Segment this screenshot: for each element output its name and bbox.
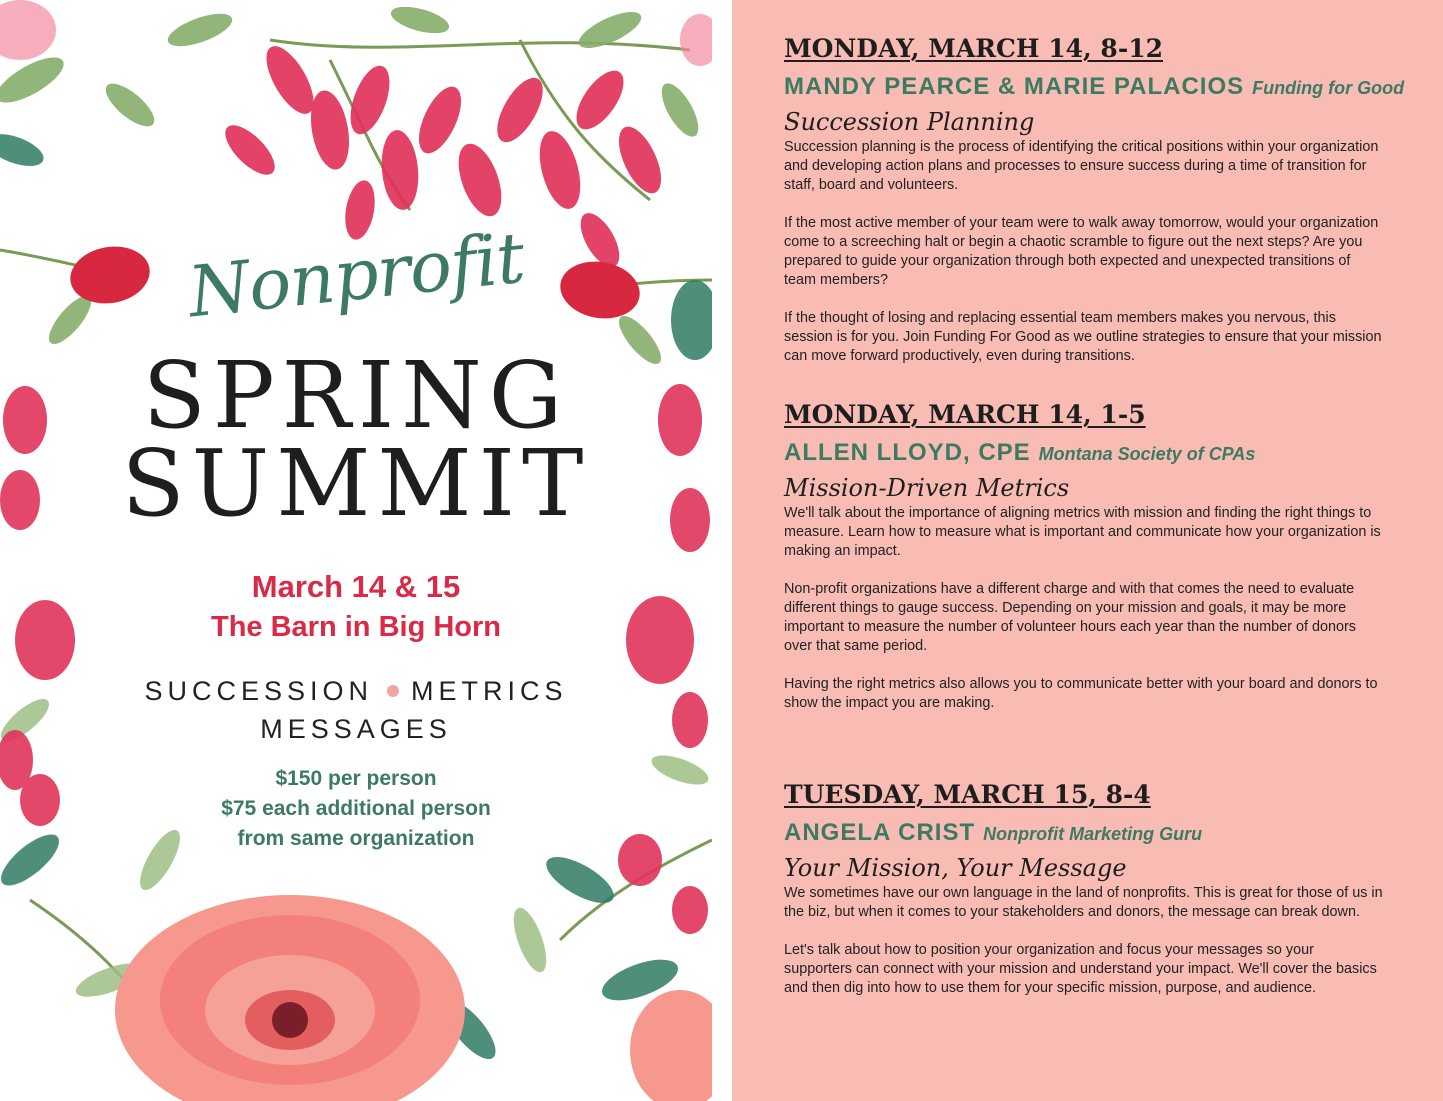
- paragraph: If the most active member of your team were to walk away tomorrow, would your organization come to a screeching halt or begin a chaotic scramble to figure out the next steps? Are you prepared to guide your organization through both expected and unexpected transitions of team members?: [784, 215, 1379, 288]
- title-summit: SUMMIT: [121, 430, 591, 537]
- session-title: Mission-Driven Metrics: [784, 474, 1070, 502]
- session-date: MONDAY, MARCH 14, 8-12: [784, 34, 1163, 63]
- session-title: Succession Planning: [784, 108, 1035, 136]
- paragraph: We sometimes have our own language in the land of nonprofits. This is great for those of us in the biz, but when it comes to your stakeholders and donors, the message can break down.: [784, 885, 1383, 920]
- flyer-title-block: [0, 216, 712, 854]
- event-dates: March 14 & 15: [251, 569, 461, 604]
- speaker-line: [784, 436, 1384, 472]
- speaker-line: [784, 816, 1384, 852]
- paragraph: Let's talk about how to position your organization and focus your messages so your supporters can connect with your mission and understand your impact. We'll cover the basics and then dig into how to use them for your specific mission, purpose, and audience.: [784, 942, 1377, 996]
- session-description: [784, 884, 1384, 998]
- topic-succession: SUCCESSION: [144, 676, 374, 706]
- session-2: [784, 398, 1384, 732]
- session-1: [784, 32, 1405, 385]
- topic-messages: MESSAGES: [260, 714, 452, 744]
- price-additional: $75 each additional person: [221, 797, 491, 820]
- speaker-line: [784, 70, 1405, 106]
- session-schedule: [732, 0, 1443, 1101]
- session-description: [784, 504, 1384, 713]
- event-venue: The Barn in Big Horn: [211, 611, 501, 643]
- topic-metrics: METRICS: [411, 676, 568, 706]
- speaker-organization: Nonprofit Marketing Guru: [983, 824, 1203, 844]
- session-description: [784, 138, 1384, 366]
- paragraph: Succession planning is the process of identifying the critical positions within your organization and developing action plans and processes to ensure success during a time of transition for staff, board and volunteers.: [784, 139, 1379, 193]
- paragraph: Non-profit organizations have a different charge and with that comes the need to evaluate different things to gauge success. Depending on your mission and goals, it may be more important to measure the number of volunteer hours each year than the number of donors over that same period.: [784, 581, 1356, 654]
- speaker-organization: Montana Society of CPAs: [1038, 444, 1256, 464]
- speaker-organization: Funding for Good: [1252, 78, 1405, 98]
- topics-line-1: [0, 672, 712, 710]
- session-date: MONDAY, MARCH 14, 1-5: [784, 400, 1146, 429]
- price-per-person: $150 per person: [275, 767, 437, 790]
- bullet-dot-icon: [387, 685, 399, 697]
- paragraph: Having the right metrics also allows you to communicate better with your board and donors to show the impact you are making.: [784, 676, 1378, 711]
- session-date: TUESDAY, MARCH 15, 8-4: [784, 780, 1151, 809]
- paragraph: We'll talk about the importance of aligning metrics with mission and finding the right things to measure. Learn how to measure what is important and communicate how your organization is making an impact.: [784, 505, 1381, 559]
- paragraph: If the thought of losing and replacing essential team members makes you nervous, this session is for you. Join Funding For Good as we outline strategies to ensure that your mission can move forward productively, even during transitions.: [784, 310, 1382, 364]
- price-condition: from same organization: [237, 827, 475, 850]
- speaker-name: ALLEN LLOYD, CPE: [784, 439, 1031, 466]
- speaker-name: ANGELA CRIST: [784, 819, 976, 846]
- flyer-cover: [0, 0, 712, 1101]
- speaker-name: MANDY PEARCE & MARIE PALACIOS: [784, 73, 1245, 100]
- title-spring: SPRING: [142, 342, 570, 449]
- script-heading: Nonprofit: [184, 216, 528, 334]
- session-title: Your Mission, Your Message: [784, 854, 1127, 882]
- session-3: [784, 778, 1384, 1017]
